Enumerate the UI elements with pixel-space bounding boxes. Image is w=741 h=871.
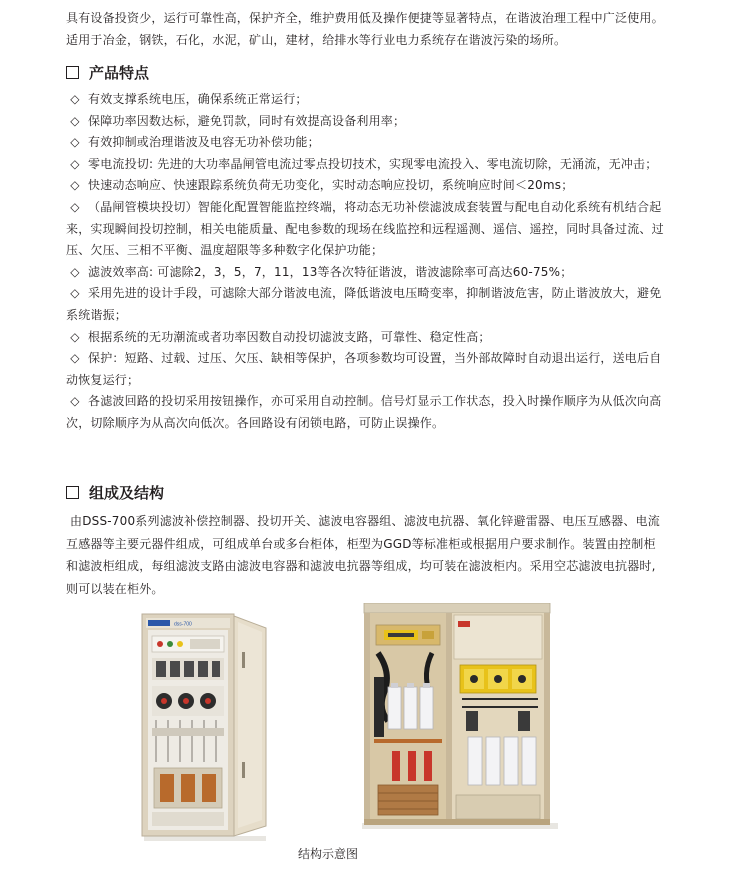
feature-text: 快速动态响应、快速跟踪系统负荷无功变化，实时动态响应投切，系统响应时间＜20ms； bbox=[88, 178, 574, 193]
composition-paragraph bbox=[66, 510, 666, 600]
diamond-bullet-icon: ◇ bbox=[70, 394, 80, 409]
list-item bbox=[66, 391, 666, 434]
diamond-bullet-icon: ◇ bbox=[70, 113, 80, 128]
list-item bbox=[66, 89, 666, 111]
features-heading bbox=[66, 63, 149, 83]
control-cabinet-photo bbox=[138, 612, 270, 842]
intro-paragraph bbox=[66, 8, 666, 51]
feature-text: 保障功率因数达标，避免罚款，同时有效提高设备利用率； bbox=[88, 113, 406, 128]
intro-line-1: 具有设备投资少，运行可靠性高，保护齐全，维护费用低及操作便捷等显著特点，在谐波治理工程中广泛使用。 bbox=[66, 11, 664, 25]
list-item bbox=[66, 348, 666, 391]
checkbox-square-icon bbox=[66, 66, 79, 79]
diamond-bullet-icon: ◇ bbox=[70, 329, 80, 344]
features-list bbox=[66, 89, 666, 435]
diamond-bullet-icon: ◇ bbox=[70, 92, 80, 106]
list-item bbox=[66, 175, 666, 197]
feature-text: 各滤波回路的投切采用按钮操作，亦可采用自动控制。信号灯显示工作状态，投入时操作顺序为从低次向高次，切除顺序为从高次向低次。各回路设有闭锁电路，可防止误操作。 bbox=[66, 394, 662, 430]
list-item bbox=[66, 154, 666, 176]
list-item bbox=[66, 132, 666, 154]
intro-line-2: 适用于冶金，钢铁，石化，水泥，矿山，建材，给排水等行业电力系统存在谐波污染的场所。 bbox=[66, 32, 567, 47]
diamond-bullet-icon: ◇ bbox=[70, 286, 80, 301]
diamond-bullet-icon: ◇ bbox=[70, 264, 80, 279]
figure-caption: 结构示意图 bbox=[297, 847, 358, 861]
diamond-bullet-icon: ◇ bbox=[70, 351, 80, 366]
diamond-bullet-icon: ◇ bbox=[70, 156, 80, 171]
list-item bbox=[66, 327, 666, 349]
feature-text: 保护：短路、过载、过压、欠压、缺相等保护，各项参数均可设置，当外部故障时自动退出运行，送电后自动恢复运行； bbox=[66, 351, 662, 387]
filter-cabinet-photo bbox=[362, 603, 558, 830]
brand-logo bbox=[148, 620, 170, 626]
feature-text: （晶闸管模块投切）智能化配置智能监控终端，将动态无功补偿滤波成套装置与配电自动化系统有机结合起来，实现瞬间投切控制，相关电能质量、配电参数的现场在线监控和远程遥测、遥信、遥控，同时具备过流、过压、欠压、三相不平衡、温度超限等多种数字化保护功能； bbox=[66, 199, 664, 258]
feature-text: 根据系统的无功潮流或者功率因数自动投切滤波支路，可靠性、稳定性高； bbox=[88, 329, 491, 344]
checkbox-square-icon bbox=[66, 486, 79, 499]
feature-text: 有效支撑系统电压，确保系统正常运行； bbox=[88, 92, 308, 106]
feature-text: 滤波效率高: 可滤除2，3，5，7，11，13等各次特征谐波，谐波滤除率可高达60-75%； bbox=[88, 264, 573, 279]
features-heading-text: 产品特点 bbox=[89, 64, 150, 82]
diamond-bullet-icon: ◇ bbox=[70, 199, 80, 214]
composition-heading bbox=[66, 483, 164, 503]
composition-heading-text: 组成及结构 bbox=[89, 484, 165, 502]
cabinet-label: dss-700 bbox=[174, 621, 192, 628]
feature-text: 零电流投切: 先进的大功率晶闸管电流过零点投切技术，实现零电流投入、零电流切除，无涌流，无冲击； bbox=[88, 156, 658, 171]
diamond-bullet-icon: ◇ bbox=[70, 178, 80, 193]
list-item bbox=[66, 111, 666, 133]
list-item bbox=[66, 262, 666, 284]
composition-text: 由DSS-700系列滤波补偿控制器、投切开关、滤波电容器组、滤波电抗器、氧化锌避雷器、电压互感器、电流互感器等主要元器件组成，可组成单台或多台柜体，柜型为GGD等标准柜或根据用户要求制作。装置由控制柜和滤波柜组成，每组滤波支路由滤波电容器和滤波电抗器等组成，均可装在滤波柜内。采用空芯滤波电抗器时,则可以装在柜外。 bbox=[66, 514, 660, 596]
list-item bbox=[66, 283, 666, 326]
feature-text: 有效抑制或治理谐波及电容无功补偿功能； bbox=[88, 135, 320, 150]
diamond-bullet-icon: ◇ bbox=[70, 135, 80, 150]
feature-text: 采用先进的设计手段，可滤除大部分谐波电流，降低谐波电压畸变率，抑制谐波危害，防止谐波放大，避免系统谐振； bbox=[66, 286, 662, 322]
list-item bbox=[66, 197, 666, 262]
